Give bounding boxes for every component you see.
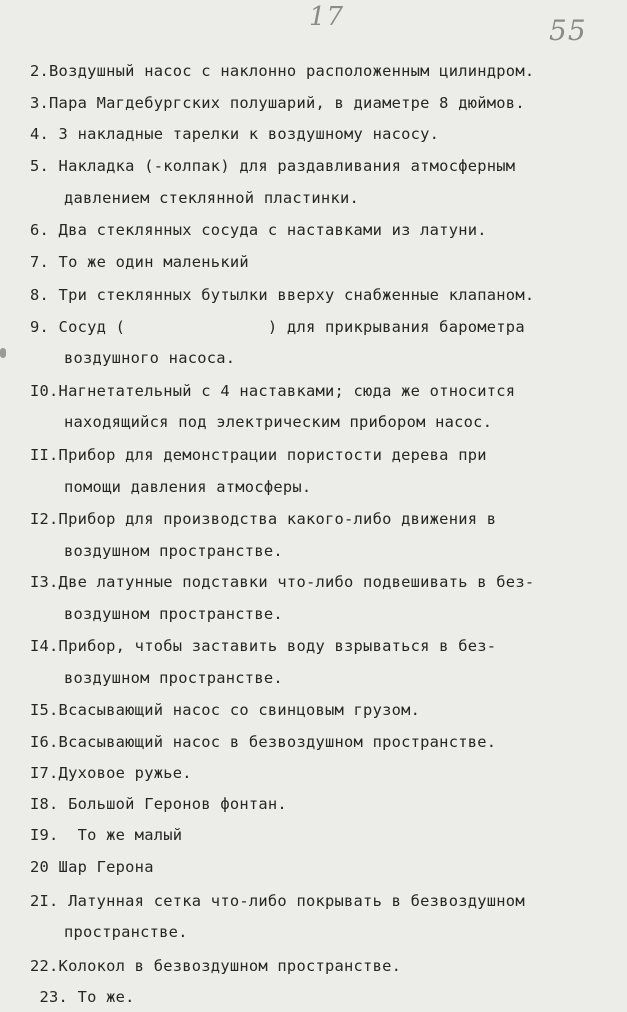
list-line: I5.Всасывающий насос со свинцовым грузом. <box>30 701 421 719</box>
list-line: 5. Накладка (-колпак) для раздавливания атмосферным <box>30 157 516 175</box>
list-line: I9. То же малый <box>30 826 183 844</box>
list-line: давлением стеклянной пластинки. <box>64 189 359 207</box>
list-line: 23. То же. <box>30 988 135 1006</box>
list-line: помощи давления атмосферы. <box>64 478 312 496</box>
list-line: воздушного насоса. <box>64 349 236 367</box>
list-line: 2.Воздушный насос с наклонно расположенным цилиндром. <box>30 62 535 80</box>
list-line: I8. Большой Геронов фонтан. <box>30 795 287 813</box>
list-line: 7. То же один маленький <box>30 253 249 271</box>
list-line: I4.Прибор, чтобы заставить воду взрываться в без- <box>30 637 497 655</box>
list-line: воздушном пространстве. <box>64 669 283 687</box>
handwritten-archive-number: 55 <box>549 14 587 47</box>
list-line: 20 Шар Герона <box>30 858 154 876</box>
list-line: воздушном пространстве. <box>64 605 283 623</box>
list-line: I0.Нагнетательный с 4 наставками; сюда же относится <box>30 382 516 400</box>
list-line: 22.Колокол в безвоздушном пространстве. <box>30 957 402 975</box>
list-line: II.Прибор для демонстрации пористости дерева при <box>30 446 487 464</box>
list-line: 2I. Латунная сетка что-либо покрывать в безвоздушном <box>30 892 525 910</box>
list-line: I2.Прибор для производства какого-либо движения в <box>30 510 497 528</box>
list-line: 6. Два стеклянных сосуда с наставками из латуни. <box>30 221 487 239</box>
list-line: 8. Три стеклянных бутылки вверху снабженные клапаном. <box>30 286 535 304</box>
list-line: 9. Сосуд ( ) для прикрывания барометра <box>30 318 525 336</box>
handwritten-page-number: 17 <box>309 2 345 32</box>
list-line: воздушном пространстве. <box>64 542 283 560</box>
list-line: находящийся под электрическим прибором насос. <box>64 413 493 431</box>
list-line: I7.Духовое ружье. <box>30 764 192 782</box>
list-line: пространстве. <box>64 923 188 941</box>
list-line: I6.Всасывающий насос в безвоздушном пространстве. <box>30 733 497 751</box>
list-line: 4. 3 накладные тарелки к воздушному насосу. <box>30 125 440 143</box>
list-line: 3.Пара Магдебургских полушарий, в диаметре 8 дюймов. <box>30 94 525 112</box>
ink-smudge <box>0 348 6 358</box>
list-line: I3.Две латунные подставки что-либо подвешивать в без- <box>30 573 535 591</box>
